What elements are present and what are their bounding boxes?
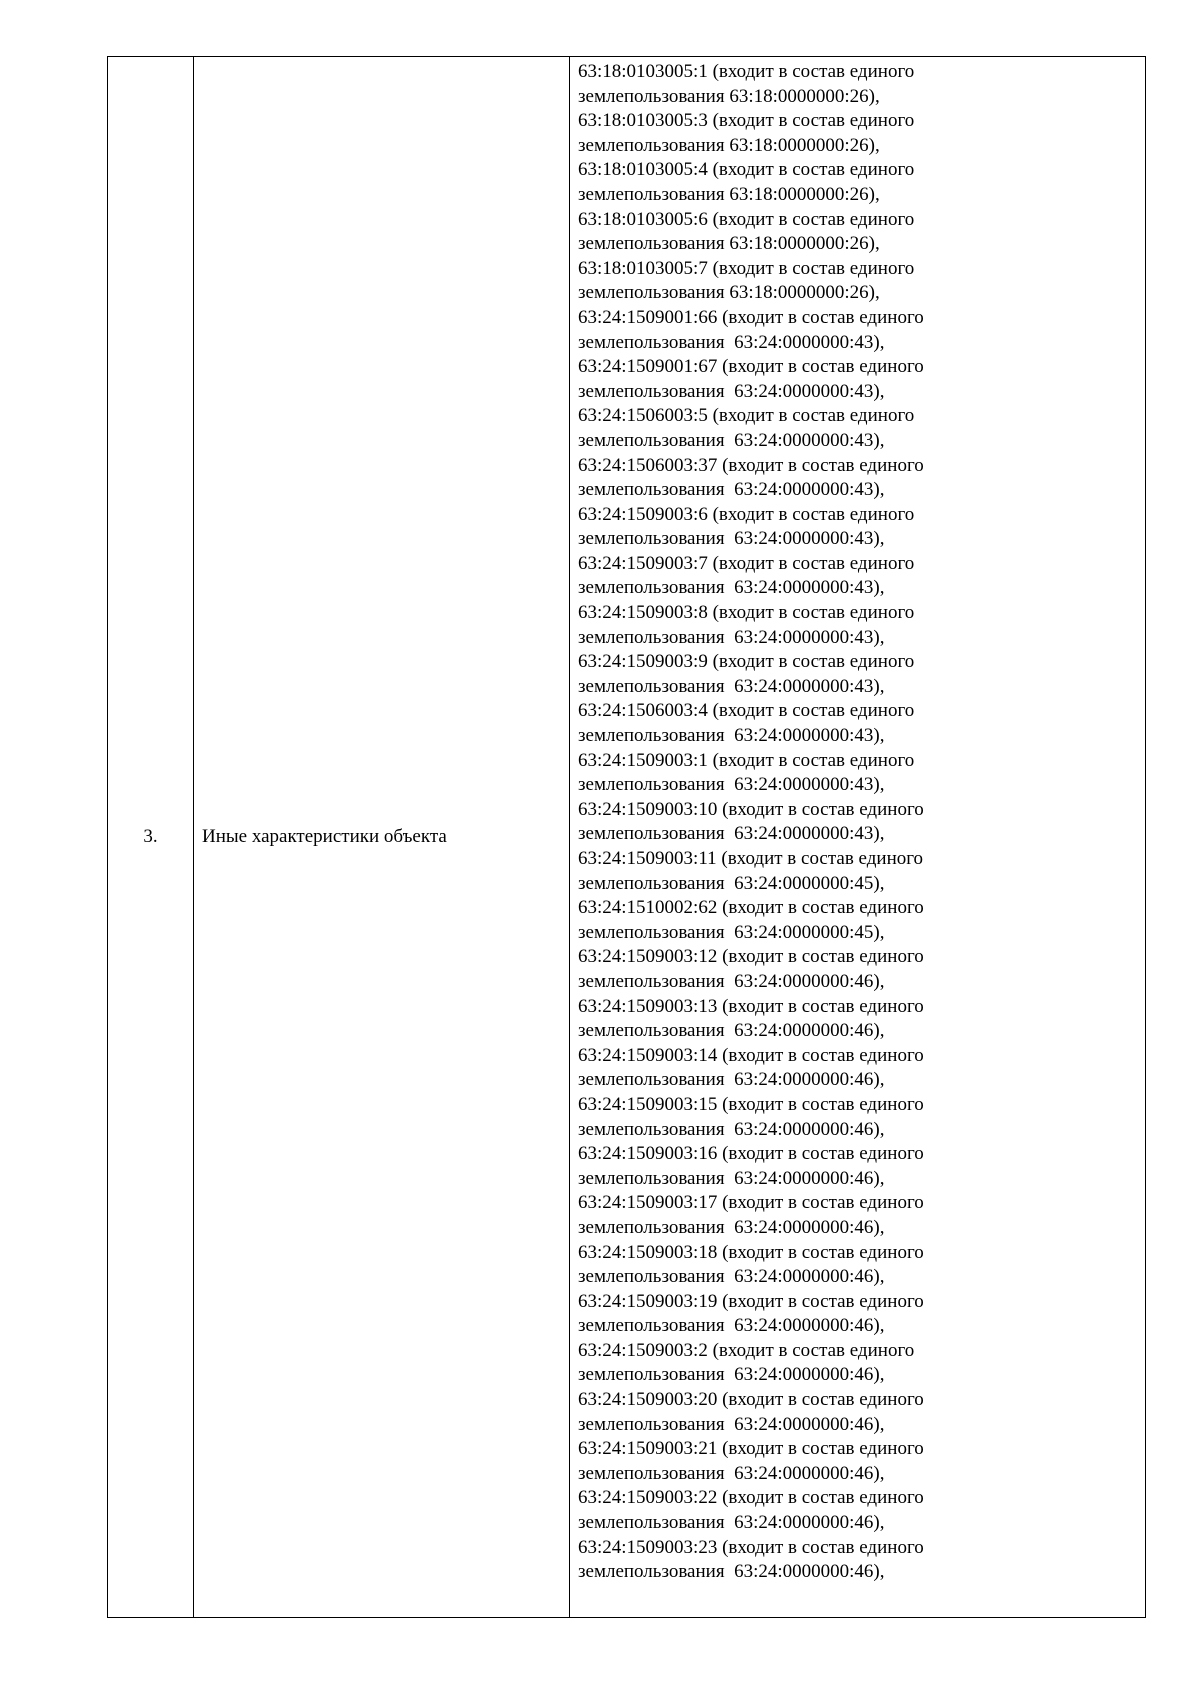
cadastral-line: 63:18:0103005:4 (входит в состав единого: [578, 159, 915, 181]
cadastral-line: 63:24:1509003:17 (входит в состав единого: [578, 1192, 924, 1214]
cadastral-line: землепользования 63:24:0000000:45),: [578, 872, 885, 894]
cadastral-line: землепользования 63:24:0000000:46),: [578, 970, 885, 992]
cadastral-line: 63:18:0103005:6 (входит в состав единого: [578, 208, 915, 230]
cadastral-line: 63:18:0103005:7 (входит в состав единого: [578, 257, 915, 279]
cadastral-line: землепользования 63:24:0000000:46),: [578, 1413, 885, 1435]
row-number: 3.: [108, 57, 194, 1618]
cadastral-line: 63:18:0103005:3 (входит в состав единого: [578, 110, 915, 132]
cadastral-line: землепользования 63:24:0000000:43),: [578, 626, 885, 648]
cadastral-line: 63:24:1509003:9 (входит в состав единого: [578, 651, 915, 673]
cadastral-line: 63:24:1510002:62 (входит в состав единого: [578, 897, 924, 919]
cadastral-line: землепользования 63:24:0000000:43),: [578, 479, 885, 501]
cadastral-line: 63:24:1506003:5 (входит в состав единого: [578, 405, 915, 427]
cadastral-line: землепользования 63:24:0000000:46),: [578, 1167, 885, 1189]
row-name: Иные характеристики объекта: [194, 57, 570, 1618]
cadastral-line: 63:18:0103005:1 (входит в состав единого: [578, 61, 915, 82]
cadastral-line: 63:24:1509003:18 (входит в состав единого: [578, 1241, 924, 1263]
cadastral-line: 63:24:1506003:37 (входит в состав единого: [578, 454, 924, 476]
cadastral-line: 63:24:1509003:6 (входит в состав единого: [578, 503, 915, 525]
cadastral-line: землепользования 63:18:0000000:26),: [578, 85, 880, 107]
cadastral-line: землепользования 63:24:0000000:43),: [578, 429, 885, 451]
table-row: [108, 57, 1146, 1618]
cadastral-line: 63:24:1509001:66 (входит в состав единого: [578, 306, 924, 328]
cadastral-line: землепользования 63:24:0000000:46),: [578, 1512, 885, 1534]
row-value: [570, 57, 1146, 1618]
cadastral-line: землепользования 63:24:0000000:46),: [578, 1020, 885, 1042]
cadastral-line: землепользования 63:18:0000000:26),: [578, 282, 880, 304]
cadastral-line: землепользования 63:24:0000000:43),: [578, 380, 885, 402]
cadastral-line: землепользования 63:24:0000000:43),: [578, 675, 885, 697]
cadastral-line: землепользования 63:18:0000000:26),: [578, 134, 880, 156]
cadastral-line: землепользования 63:24:0000000:46),: [578, 1069, 885, 1091]
cadastral-line: 63:24:1509003:20 (входит в состав единого: [578, 1389, 924, 1411]
cadastral-line: землепользования 63:24:0000000:46),: [578, 1266, 885, 1288]
cadastral-line: землепользования 63:24:0000000:46),: [578, 1216, 885, 1238]
cadastral-line: 63:24:1509003:14 (входит в состав единого: [578, 1044, 924, 1066]
cadastral-line: 63:24:1509003:1 (входит в состав единого: [578, 749, 915, 771]
cadastral-line: 63:24:1509003:15 (входит в состав единого: [578, 1093, 924, 1115]
cadastral-line: землепользования 63:24:0000000:43),: [578, 577, 885, 599]
characteristics-table: [107, 56, 1146, 1618]
cadastral-line: землепользования 63:24:0000000:43),: [578, 823, 885, 845]
cadastral-line: 63:24:1509003:8 (входит в состав единого: [578, 602, 915, 624]
cadastral-line: землепользования 63:24:0000000:46),: [578, 1561, 885, 1583]
cadastral-line: 63:24:1509003:12 (входит в состав единого: [578, 946, 924, 968]
cadastral-line: землепользования 63:24:0000000:43),: [578, 528, 885, 550]
cadastral-line: землепользования 63:18:0000000:26),: [578, 233, 880, 255]
cadastral-line: 63:24:1509003:22 (входит в состав единого: [578, 1487, 924, 1509]
cadastral-line: землепользования 63:24:0000000:45),: [578, 921, 885, 943]
cadastral-line: землепользования 63:24:0000000:46),: [578, 1364, 885, 1386]
cadastral-line: землепользования 63:24:0000000:43),: [578, 725, 885, 747]
cadastral-line: землепользования 63:24:0000000:46),: [578, 1462, 885, 1484]
cadastral-line: землепользования 63:24:0000000:43),: [578, 774, 885, 796]
cadastral-line: землепользования 63:18:0000000:26),: [578, 183, 880, 205]
cadastral-line: 63:24:1506003:4 (входит в состав единого: [578, 700, 915, 722]
cadastral-line: землепользования 63:24:0000000:46),: [578, 1118, 885, 1140]
cadastral-line: 63:24:1509003:16 (входит в состав единого: [578, 1143, 924, 1165]
cadastral-list: [578, 60, 1139, 1585]
cadastral-line: землепользования 63:24:0000000:46),: [578, 1315, 885, 1337]
cadastral-line: 63:24:1509003:11 (входит в состав единого: [578, 848, 924, 869]
cadastral-line: 63:24:1509003:7 (входит в состав единого: [578, 552, 915, 574]
cadastral-line: землепользования 63:24:0000000:43),: [578, 331, 885, 353]
cadastral-line: 63:24:1509003:13 (входит в состав единого: [578, 995, 924, 1017]
cadastral-line: 63:24:1509001:67 (входит в состав единого: [578, 356, 924, 378]
cadastral-line: 63:24:1509003:23 (входит в состав единого: [578, 1536, 924, 1558]
cadastral-line: 63:24:1509003:2 (входит в состав единого: [578, 1339, 915, 1361]
cadastral-line: 63:24:1509003:19 (входит в состав единого: [578, 1290, 924, 1312]
cadastral-line: 63:24:1509003:10 (входит в состав единого: [578, 798, 924, 820]
cadastral-line: 63:24:1509003:21 (входит в состав единого: [578, 1438, 924, 1460]
